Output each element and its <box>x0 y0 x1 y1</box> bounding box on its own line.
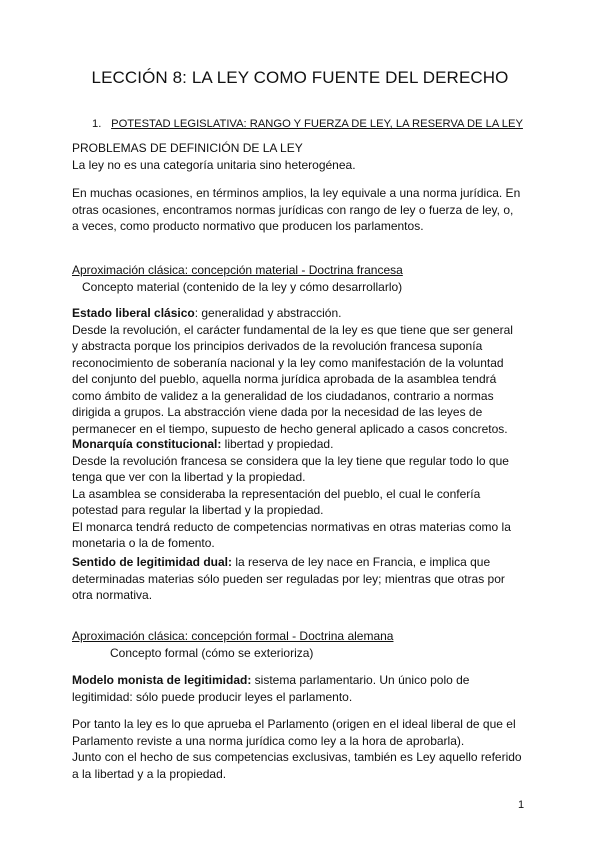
monarquia-p2: La asamblea se consideraba la representación del pueblo, el cual le confería potestad para regular la libertad y la propiedad. <box>72 486 481 517</box>
monarquia-p1: Desde la revolución francesa se considera que la ley tiene que regular todo lo que tenga que ver con la libertad y la propiedad. <box>72 453 509 484</box>
formal-heading: Aproximación clásica: concepción formal - Doctrina alemana <box>72 629 394 643</box>
section-number: 1. <box>92 118 102 130</box>
monarquia-rest: libertad y propiedad. <box>221 437 334 451</box>
problemas-heading: PROBLEMAS DE DEFINICIÓN DE LA LEY <box>72 141 303 155</box>
page-title: LECCIÓN 8: LA LEY COMO FUENTE DEL DERECHO <box>91 68 509 87</box>
problemas-line: La ley no es una categoría unitaria sino heterogénea. <box>72 157 356 172</box>
estado-heading-line <box>72 305 522 322</box>
sentido-rest: la reserva de ley nace en Francia, e implica que determinadas materias sólo pueden ser reguladas por ley; mientras que otras por otra normativa. <box>72 555 505 602</box>
page-number: 1 <box>518 799 525 811</box>
modelo-rest: sistema parlamentario. Un único polo de legitimidad: sólo puede producir leyes el parlamento. <box>72 673 470 704</box>
formal-subheading: Concepto formal (cómo se exterioriza) <box>110 645 314 660</box>
modelo-label: Modelo monista de legitimidad: <box>72 673 252 687</box>
monarquia-label: Monarquía constitucional: <box>72 437 222 451</box>
modelo-paragraph <box>72 672 522 705</box>
estado-paragraph: Desde la revolución, el carácter fundamental de la ley es que tiene que ser general y abstracta porque los principios derivados de la revolución francesa suponía reconocimiento de soberanía nacional y la ley como manifestación de la voluntad del conjunto del pueblo, aquella norma jurídica aprobada de la asamblea tendrá como ámbito de validez a la generalidad de los ciudadanos, contrario a normas dirigida a grupos. La abstracción viene dada por la necesidad de las leyes de permanecer en el tiempo, supuesto de hecho general aplicado a casos concretos. <box>72 322 513 436</box>
problemas-paragraph <box>72 185 522 235</box>
material-block <box>72 262 522 295</box>
estado-rest: : generalidad y abstracción. <box>194 306 342 320</box>
formal-block <box>72 628 522 661</box>
section-heading <box>92 116 523 133</box>
material-heading: Aproximación clásica: concepción material - Doctrina francesa <box>72 263 403 277</box>
modelo-block <box>72 672 522 705</box>
paragraph: En muchas ocasiones, en términos amplios, la ley equivale a una norma jurídica. En otras ocasiones, encontramos normas jurídicas con rango de ley o fuerza de ley, o, a veces, como producto normativo que producen los parlamentos. <box>72 186 521 233</box>
sentido-block <box>72 554 522 604</box>
final-block <box>72 716 522 782</box>
estado-block <box>72 305 522 437</box>
problemas-block <box>72 140 522 173</box>
final-p2: Junto con el hecho de sus competencias exclusivas, también es Ley aquello referido a la libertad y a la propiedad. <box>72 750 522 781</box>
final-p1: Por tanto la ley es lo que aprueba el Parlamento (origen en el ideal liberal de que el Parlamento reviste a una norma jurídica como ley a la hora de aprobarla). <box>72 717 516 748</box>
monarquia-heading-line <box>72 436 522 453</box>
monarquia-block <box>72 436 522 552</box>
sentido-label: Sentido de legitimidad dual: <box>72 555 233 569</box>
estado-label: Estado liberal clásico <box>72 306 195 320</box>
monarquia-p3: El monarca tendrá reducto de competencias normativas en otras materias como la monetaria o la de fomento. <box>72 519 511 550</box>
sentido-paragraph <box>72 554 522 604</box>
section-title: POTESTAD LEGISLATIVA: RANGO Y FUERZA DE LEY, LA RESERVA DE LA LEY <box>111 118 523 130</box>
material-subheading: Concepto material (contenido de la ley y cómo desarrollarlo) <box>82 279 403 294</box>
